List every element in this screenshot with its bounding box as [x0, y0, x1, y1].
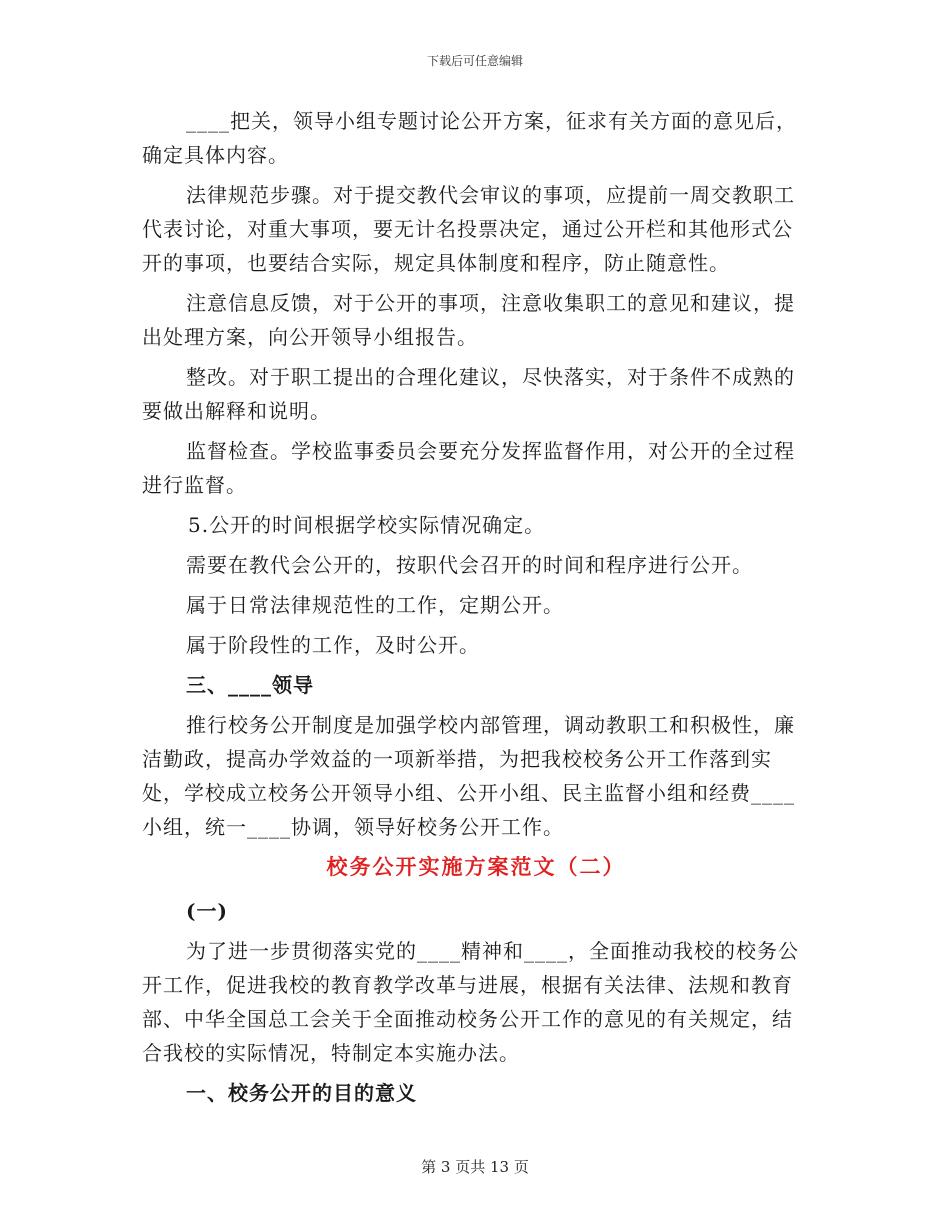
page-footer: 第 3 页共 13 页: [421, 1158, 529, 1176]
sub-heading: (一): [186, 899, 228, 923]
paragraph: 为了进一步贯彻落实党的____精神和____，全面推动我校的校务公开工作，促进我校的教育教学改革与进展，根据有关法律、法规和教育部、中华全国总工会关于全面推动校务公开工作的意见的有关规定，结合我校的实际情况，特制定本实施办法。: [142, 939, 799, 1065]
paragraph: 属于日常法律规范性的工作，定期公开。: [186, 593, 564, 617]
paragraph: 5.公开的时间根据学校实际情况确定。: [188, 513, 546, 537]
page-header: 下载后可任意编辑: [426, 54, 523, 68]
section-title: 校务公开实施方案范文（二）: [326, 854, 626, 879]
section-heading: 一、校务公开的目的意义: [186, 1081, 417, 1105]
document-body: [142, 104, 810, 1116]
paragraph: 法律规范步骤。对于提交教代会审议的事项，应提前一周交教职工代表讨论，对重大事项，要无计名投票决定，通过公开栏和其他形式公开的事项，也要结合实际，规定具体制度和程序，防止随意性。: [142, 183, 795, 275]
paragraph: 整改。对于职工提出的合理化建议，尽快落实，对于条件不成熟的要做出解释和说明。: [142, 365, 795, 423]
paragraph: 属于阶段性的工作，及时公开。: [186, 633, 480, 657]
paragraph: 注意信息反馈，对于公开的事项，注意收集职工的意见和建议，提出处理方案，向公开领导小组报告。: [142, 291, 795, 349]
paragraph: ____把关，领导小组专题讨论公开方案，征求有关方面的意见后，确定具体内容。: [142, 109, 797, 167]
paragraph: 需要在教代会公开的，按职代会召开的时间和程序进行公开。: [186, 553, 753, 577]
paragraph: 监督检查。学校监事委员会要充分发挥监督作用，对公开的全过程进行监督。: [142, 439, 795, 497]
section-heading: 三、____领导: [186, 673, 314, 697]
paragraph: 推行校务公开制度是加强学校内部管理，调动教职工和积极性，廉洁勤政，提高办学效益的一项新举措，为把我校校务公开工作落到实处，学校成立校务公开领导小组、公开小组、民主监督小组和经费____小组，统一____协调，领导好校务公开工作。: [142, 713, 795, 839]
